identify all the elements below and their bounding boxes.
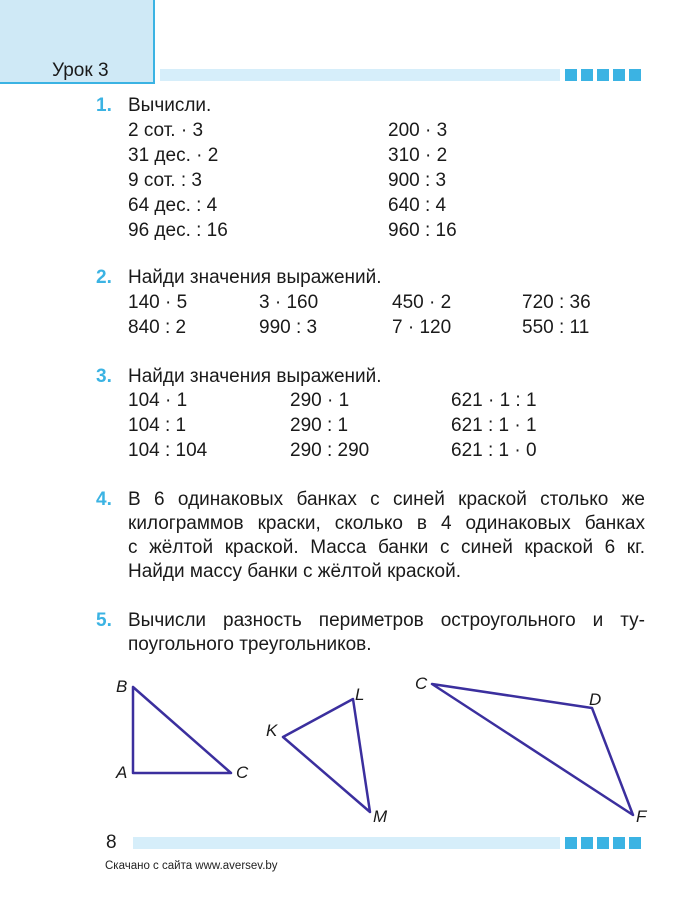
page-number: 8 (106, 832, 117, 853)
task-text (128, 488, 645, 584)
task-number: 3. (96, 366, 112, 387)
task-number: 1. (96, 95, 112, 116)
expression: 104 : 1 (128, 415, 187, 436)
vertex-label: M (373, 807, 388, 826)
expression: 310 · 2 (388, 145, 448, 166)
footer-band (133, 837, 560, 849)
vertex-label: K (266, 721, 278, 740)
expression: 31 дес. · 2 (128, 145, 219, 166)
expression: 290 · 1 (290, 390, 350, 411)
task-number: 5. (96, 610, 112, 631)
expression: 290 : 1 (290, 415, 349, 436)
expression: 104 : 104 (128, 440, 208, 461)
expression: 64 дес. : 4 (128, 195, 218, 216)
header-square (597, 69, 609, 81)
expression: 840 : 2 (128, 317, 187, 338)
lesson-title: Урок 3 (52, 60, 109, 81)
expression: 550 : 11 (522, 317, 590, 338)
expression: 7 · 120 (392, 317, 452, 338)
header-square (565, 69, 577, 81)
task-number: 2. (96, 267, 112, 288)
vertex-label: C (236, 763, 249, 782)
text-line: поугольного треугольников. (128, 634, 372, 655)
expression: 640 : 4 (388, 195, 447, 216)
text-line: Найди массу банки с жёлтой краской. (128, 561, 462, 582)
triangles-figure (0, 660, 700, 830)
expression: 621 : 1 · 1 (451, 415, 537, 436)
expression: 450 · 2 (392, 292, 452, 313)
expression: 2 сот. · 3 (128, 120, 204, 141)
header-square (629, 69, 641, 81)
vertex-label: D (589, 690, 602, 709)
text-line: с жёлтой краской. Масса банки с синей краской 6 кг. (128, 537, 645, 558)
task-title: Найди значения выражений. (128, 267, 382, 288)
footer-square (565, 837, 577, 849)
expression: 140 · 5 (128, 292, 188, 313)
vertex-label: C (415, 674, 428, 693)
expression: 960 : 16 (388, 220, 457, 241)
expression: 9 сот. : 3 (128, 170, 202, 191)
expression: 200 · 3 (388, 120, 448, 141)
task-title: Найди значения выражений. (128, 366, 382, 387)
vertex-label: A (116, 763, 128, 782)
vertex-label: L (355, 685, 365, 704)
footer-square (597, 837, 609, 849)
footer-source: Скачано с сайта www.aversev.by (105, 860, 278, 872)
right-triangle (133, 687, 231, 773)
acute-triangle (283, 699, 370, 812)
vertex-label: B (116, 677, 128, 696)
task-title: Вычисли. (128, 95, 212, 116)
text-line: В 6 одинаковых банках с синей краской столько же (128, 489, 645, 510)
expression: 290 : 290 (290, 440, 370, 461)
expression: 96 дес. : 16 (128, 220, 228, 241)
expression: 900 : 3 (388, 170, 447, 191)
text-line: килограммов краски, сколько в 4 одинаковых банках (128, 513, 645, 534)
expression: 621 · 1 : 1 (451, 390, 537, 411)
expression: 621 : 1 · 0 (451, 440, 537, 461)
obtuse-triangle (432, 684, 633, 815)
expression: 104 · 1 (128, 390, 188, 411)
header-band (160, 69, 560, 81)
expression: 3 · 160 (259, 292, 319, 313)
task-text (128, 609, 645, 657)
expression: 720 : 36 (522, 292, 591, 313)
task-number: 4. (96, 489, 112, 510)
footer-square (629, 837, 641, 849)
footer-square (581, 837, 593, 849)
lesson-tab (0, 0, 155, 84)
footer-square (613, 837, 625, 849)
expression: 990 : 3 (259, 317, 318, 338)
text-line: Вычисли разность периметров остроугольного и ту- (128, 610, 645, 631)
header-square (613, 69, 625, 81)
vertex-label: F (636, 807, 647, 826)
header-square (581, 69, 593, 81)
